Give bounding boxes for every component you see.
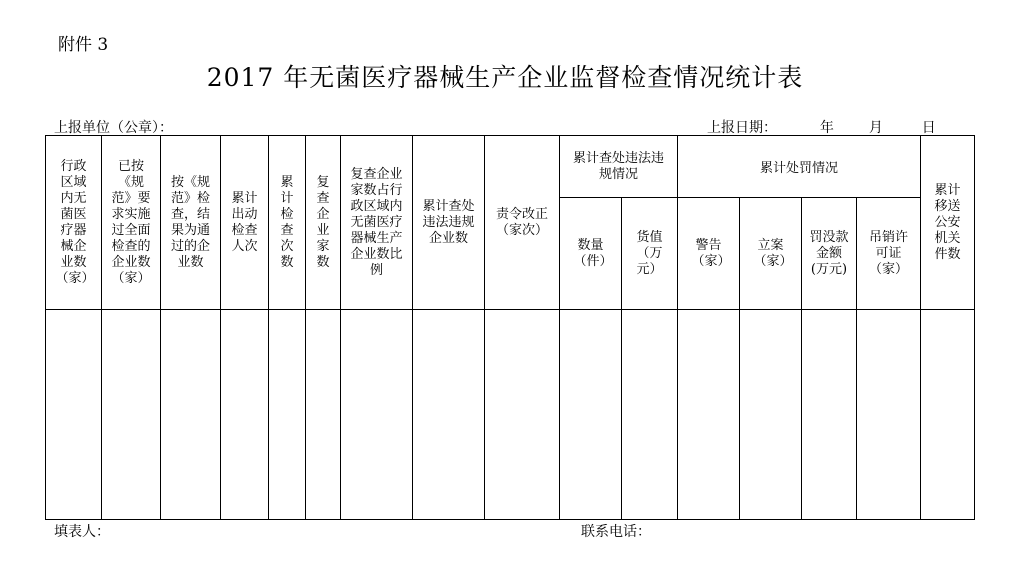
col-inspector-times: 累计出动检查人次 xyxy=(221,136,269,310)
col-passed-count: 按《规范》检查，结果为通过的企业数 xyxy=(161,136,221,310)
statistics-table xyxy=(45,135,975,520)
date-month: 月 xyxy=(868,120,883,136)
attachment-label: 附件 3 xyxy=(58,35,109,55)
data-cell[interactable] xyxy=(306,310,341,520)
col-transfer-count: 累计移送公安机关件数 xyxy=(921,136,975,310)
data-cell[interactable] xyxy=(102,310,161,520)
reporting-date-label: 上报日期： xyxy=(707,120,777,136)
data-cell[interactable] xyxy=(413,310,485,520)
phone-label: 联系电话： xyxy=(581,524,651,540)
col-inspection-times: 累计检查次数 xyxy=(269,136,306,310)
subcol-quantity: 数量（件） xyxy=(560,198,622,310)
data-cell[interactable] xyxy=(221,310,269,520)
group-penalties: 累计处罚情况 xyxy=(678,136,921,198)
subcol-revoke: 吊销许可证（家） xyxy=(857,198,921,310)
data-cell[interactable] xyxy=(46,310,102,520)
group-violations: 累计查处违法违规情况 xyxy=(560,136,678,198)
data-cell[interactable] xyxy=(341,310,413,520)
subcol-fine: 罚没款金额(万元) xyxy=(802,198,857,310)
table-row xyxy=(46,310,975,520)
data-cell[interactable] xyxy=(921,310,975,520)
reporting-date-group xyxy=(707,117,936,137)
col-enterprise-count: 行政区域内无菌医疗器械企业数（家） xyxy=(46,136,102,310)
data-cell[interactable] xyxy=(560,310,622,520)
data-cell[interactable] xyxy=(678,310,740,520)
data-cell[interactable] xyxy=(857,310,921,520)
subcol-value: 货值（万元） xyxy=(622,198,678,310)
col-violation-count: 累计查处违法违规企业数 xyxy=(413,136,485,310)
reporting-unit-label: 上报单位（公章）： xyxy=(54,120,173,136)
data-cell[interactable] xyxy=(161,310,221,520)
data-cell[interactable] xyxy=(269,310,306,520)
date-day: 日 xyxy=(921,120,936,136)
col-inspected-count: 已按《规范》要求实施过全面检查的企业数（家） xyxy=(102,136,161,310)
subcol-warning: 警告（家） xyxy=(678,198,740,310)
col-recheck-count: 复查企业家数 xyxy=(306,136,341,310)
data-cell[interactable] xyxy=(802,310,857,520)
col-rectification: 责令改正（家次） xyxy=(485,136,560,310)
data-cell[interactable] xyxy=(622,310,678,520)
subcol-case-filed: 立案（家） xyxy=(740,198,802,310)
data-cell[interactable] xyxy=(485,310,560,520)
data-cell[interactable] xyxy=(740,310,802,520)
date-year: 年 xyxy=(819,120,834,136)
filler-label: 填表人： xyxy=(54,524,110,540)
col-recheck-ratio: 复查企业家数占行政区域内无菌医疗器械生产企业数比例 xyxy=(341,136,413,310)
page-title: 2017 年无菌医疗器械生产企业监督检查情况统计表 xyxy=(206,63,804,92)
